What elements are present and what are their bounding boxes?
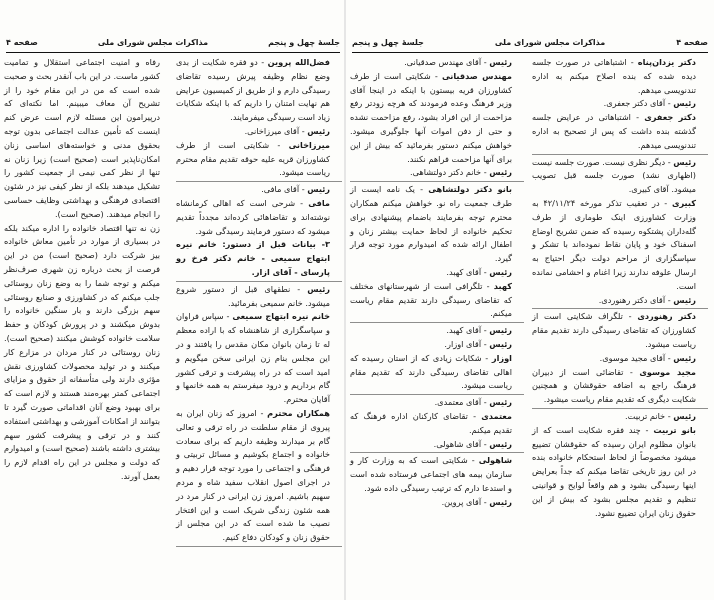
- scan-line: [350, 322, 524, 323]
- speaker-name: دکتر جعفری: [644, 112, 697, 123]
- speech-text: - یک نامه ایست از طرف جمعیت راه نو. خواهش میکنم همکاران محترم توجه بفرمایند باضمام پیشنهادی برای تحکیم خانواده از لحاظ حمایت بیشتر زنان و اطفال ارائه شده که امیدوارم مورد توجه قرار گیرد.: [350, 184, 512, 264]
- header-page-number: صفحه ۴: [6, 38, 38, 47]
- speech-paragraph: [532, 424, 708, 521]
- scan-line: [176, 546, 342, 547]
- speech-paragraph: [532, 156, 708, 197]
- agenda-item: [176, 238, 342, 279]
- speech-text: - آقای مجید موسوی.: [599, 352, 674, 363]
- speech-paragraph: [350, 70, 524, 167]
- speech-text: - آقای دکتر رهنوردی.: [598, 294, 674, 305]
- speaker-name: رئیس: [307, 184, 330, 195]
- speech-text: رفاه و امنیت اجتماعی استقلال و تمامیت کشور ماست. در این باب آنقدر بحث و صحبت شده است که من در این مقام خود را از تشریح آن معاف میبینم. اما نکته‌ای که درپیرامون این مسئله لازم است عرض کنم اینست که تأمین عدالت اجتماعی بدون توجه بحقوق مدنی و خواسته‌های اساسی زنان امکان‌ناپذیر است (صحیح است) زیرا زنان نه تنها از نظر کمی نیمی از جمعیت کشور را تشکیل میدهند بلکه از نظر کیفی نیز در شئون اقتصادی فرهنگی و بهداشتی وظایف حساسی را انجام میدهند. (صحیح است).: [4, 57, 160, 219]
- speech-text: زن نه تنها اقتصاد خانواده را اداره میکند بلکه در بسیاری از موارد در تأمین معاش خانواده بیز شرکت دارد (صحیح است) من در این فرصت از بحث درباره زن شهری صرف‌نظر میکنم و توجه شما را به وضع زنان روستائی جلب میکنم که در کشاورزی و صنایع روستائی سهم بزرگی دارند و بار سنگین خانواده را بدوش میکشند و در پرورش کودکان و حفظ سلامت خانواده کوشش میکنند (صحیح است). زنان روستائی در کنار مردان در مزارع کار میکنند و در تولید محصولات کشاورزی نقش مؤثری دارند ولی متأسفانه از حقوق و مزایای اجتماعی کمتر بهره‌مند هستند و لازم است که برای بهبود وضع آنان اقداماتی صورت گیرد تا بتوانند از امکانات آموزشی و بهداشتی استفاده کنند و در ترقی و پیشرفت کشور سهم بیشتری داشته باشند (صحیح است) و امیدوارم که دولت و مجلس در این راه اقدام لازم را بعمل آورند.: [4, 222, 160, 481]
- scan-line: [532, 408, 708, 409]
- speech-text: - آقای میرزاخانی.: [244, 125, 308, 136]
- header-page-number: صفحه ۴: [676, 38, 708, 47]
- speech-paragraph: [350, 266, 524, 280]
- speech-text: - اشتباهاتی در عرایض جلسه گذشته بنده داشت که پس از تصحیح به اداره تندنویسی میدهم.: [532, 112, 696, 150]
- speaker-name: رئیس: [489, 325, 512, 336]
- speech-paragraph: [176, 407, 342, 545]
- speech-paragraph: [350, 183, 524, 266]
- speaker-name: بانو دکتر دولتشاهی: [428, 184, 512, 195]
- column-left: [4, 56, 172, 484]
- speech-paragraph: [350, 496, 524, 510]
- column-right: [532, 56, 708, 520]
- speech-paragraph: [532, 366, 708, 407]
- speaker-name: رئیس: [489, 397, 512, 408]
- speaker-name: خانم نیره ابتهاج سمیعی: [232, 311, 330, 322]
- scan-line: [176, 181, 342, 182]
- speaker-name: دکتر رهنوردی: [637, 311, 696, 322]
- speech-paragraph: [176, 56, 342, 125]
- speech-text: - دیگر نظری نیست. صورت جلسه نیست (اظهاری نشد) صورت جلسه قبل تصویب میشود. آقای کبیری.: [532, 156, 696, 195]
- speech-text: - در تعقیب تذکر مورخه ۴۲/۱۱/۲۴ به وزارت کشاورزی اینک طوماری از طرف گله‌داران پشتکوه رسیده که ضمن تشریح اوضاع اسفناک خود و پایان نقاط نموده‌اند با تشکر و سپاسگزاری از مراحم دولت دیگر احتیاج به ارسال علوفه ندارند زیرا اغنام و احشامی نمانده است.: [532, 197, 696, 291]
- speaker-name: کهبد: [493, 280, 512, 291]
- speech-text: - آقای مافی.: [261, 184, 308, 195]
- speech-text: - شکایتی است از طرف کشاورزان قریه بیستون با اینکه در اینجا آقای وزیر فرهنگ وعده فرمودند که هرچه زودتر رفع مزاحمت از این افراد بشود، رفع مزاحمت نشده و حتی از دفن اموات آنها جلوگیری میشود. خواهش میکنم دستور بفرمائید که بیش از این برای آنها مزاحمت فراهم نکنند.: [350, 70, 512, 164]
- speech-text: - شکایتی است که به وزارت کار و سازمان بیمه های اجتماعی فرستاده شده است و استدعا دارم که ترتیب رسیدگی داده شود.: [350, 455, 512, 493]
- scan-line: [532, 308, 708, 309]
- speech-paragraph: [350, 396, 524, 410]
- speech-paragraph: [176, 139, 342, 180]
- speech-paragraph: [350, 324, 524, 338]
- speaker-name: رئیس: [489, 438, 512, 449]
- speech-text: - آقای پروین.: [441, 496, 490, 507]
- page-fold-divider: [344, 0, 346, 600]
- page-header: [352, 38, 708, 53]
- speech-text: - تلگراف شکایتی است از کشاورزان که تقاضای رسیدگی دارند تقدیم مقام ریاست میشود.: [532, 311, 696, 349]
- speech-paragraph: [4, 56, 172, 222]
- speaker-name: مهندس صدقیانی: [442, 70, 512, 81]
- speech-text: - تقاضائی است از دبیران فرهنگ راجع به اضافه حقوقشان و همچنین شکایت دیگری که تقدیم مقام ریاست میشود.: [532, 366, 696, 405]
- speech-text: - آقای اوزار.: [444, 338, 490, 349]
- page-header: [6, 38, 340, 53]
- speech-text: - تقاضای کارکنان اداره فرهنگ که تقدیم میکنم.: [350, 410, 512, 435]
- speech-paragraph: [176, 283, 342, 311]
- speech-paragraph: [350, 410, 524, 438]
- speech-paragraph: [176, 197, 342, 238]
- speech-paragraph: [532, 56, 708, 97]
- speaker-name: معتمدی: [481, 410, 512, 421]
- speaker-name: کبیری: [671, 197, 696, 208]
- speaker-name: رئیس: [673, 294, 696, 305]
- speaker-name: رئیس: [673, 410, 696, 421]
- speech-paragraph: [532, 197, 708, 294]
- speech-paragraph: [176, 183, 342, 197]
- speech-text: - چند فقره شکایت است که از بانوان مظلوم ایران رسیده که حقوقشان تضییع میشود مخصوصاً از لحاظ استحکام خانواده بنده در این روز تاریخی تقاضا میکنم که جداً بعرایض اینها رسیدگی بشود و هم واقعاً لوایح و قوانینی تنظیم و تقدیم مجلس بشود که بیش از این حقوق زنان ایران تضییع نشود.: [532, 424, 696, 518]
- speaker-name: رئیس: [673, 156, 696, 167]
- speaker-name: فضل‌الله پروین: [267, 57, 330, 67]
- speaker-name: همکاران محترم: [267, 407, 330, 418]
- scan-line: [350, 181, 524, 182]
- header-session: جلسهٔ چهل و پنجم: [268, 38, 340, 47]
- header-session: جلسهٔ چهل و پنجم: [352, 38, 424, 47]
- agenda-item-title: ۳- بیانات قبل از دستور: خانم نیره ابتهاج سمیعی - خانم دکتر فرخ رو پارسای - آقای ازار.: [176, 239, 330, 277]
- speech-text: - شکایات زیادی که از استان رسیده که اهالی تقاضای رسیدگی دارند که تقدیم مقام ریاست میشود.: [350, 352, 512, 391]
- speaker-name: رئیس: [489, 338, 512, 349]
- speech-paragraph: [532, 111, 708, 152]
- speech-text: - آقای کهبد.: [446, 325, 490, 336]
- speaker-name: رئیس: [489, 57, 512, 67]
- speaker-name: رئیس: [307, 283, 330, 294]
- speech-paragraph: [176, 125, 342, 139]
- speech-text: - تلگرافی است از شهرستانهای مختلف که تقاضای رسیدگی دارند تقدیم مقام ریاست میکنم.: [350, 280, 512, 319]
- speech-paragraph: [350, 438, 524, 452]
- speech-paragraph: [350, 280, 524, 321]
- speaker-name: شاهولی: [478, 455, 512, 466]
- speaker-name: مافی: [308, 197, 330, 208]
- speech-text: - نطقهای قبل از دستور شروع میشود. خانم سمیعی بفرمائید.: [176, 283, 330, 308]
- speaker-name: رئیس: [673, 352, 696, 363]
- speech-text: - آقای معتمدی.: [434, 397, 490, 408]
- column-right: [176, 56, 342, 548]
- scan-line: [532, 154, 708, 155]
- speech-text: - آقای دکتر جعفری.: [603, 98, 674, 109]
- speech-paragraph: [532, 410, 708, 424]
- speech-paragraph: [350, 338, 524, 352]
- speech-text: - خانم دکتر دولتشاهی.: [409, 167, 490, 178]
- speech-paragraph: [532, 310, 708, 351]
- speech-text: - دو فقره شکایت از بدی وضع نظام وظیفه پیرش رسیده تقاضای رسیدگی دارم و از طریق از کمیسیون عرایض هم نهایت امتنان را داریم که با اینکه شکایات زیاد است رسیدگی میفرمایند.: [176, 57, 330, 123]
- speaker-name: رئیس: [489, 266, 512, 277]
- speech-paragraph: [350, 56, 524, 70]
- speech-text: - امروز که زنان ایران به پیروی از مقام سلطنت در راه ترقی و تعالی گام بر میدارند وظیفه داریم که برای سعادت خانواده و اجتماع بکوشیم و مسائل تربیتی و فرهنگی و اجتماعی را مورد توجه قرار دهیم و در اجرای اصول انقلاب سفید شاه و مردم سهیم باشیم. امروز زن ایرانی در کنار مرد در همه شئون زندگی شریک است و این افتخار نصیب ما شده است که در این مجلس از حقوق زنان و کودکان دفاع کنیم.: [176, 407, 330, 543]
- speaker-name: اوزار: [491, 352, 512, 363]
- speech-text: - خانم تربیت.: [625, 410, 674, 421]
- speech-paragraph: [350, 166, 524, 180]
- speaker-name: رئیس: [673, 98, 696, 109]
- speech-paragraph: [350, 454, 524, 495]
- speech-paragraph: [532, 97, 708, 111]
- speech-text: - شکایتی است از طرف کشاورزان قریه علیه حوقه تقدیم مقام محترم ریاست میشود.: [176, 139, 330, 178]
- speaker-name: بانو تربیت: [653, 424, 696, 435]
- speech-text: - اشتباهاتی در صورت جلسه دیده شده که بنده اصلاح میکنم به اداره تندنویسی میدهم.: [532, 57, 696, 95]
- speech-paragraph: [532, 352, 708, 366]
- header-title: مذاکرات مجلس شورای ملی: [97, 38, 209, 47]
- scan-line: [350, 452, 524, 453]
- speaker-name: مجید موسوی: [639, 366, 696, 377]
- speaker-name: رئیس: [489, 496, 512, 507]
- column-left: [350, 56, 524, 510]
- speaker-name: دکتر یزدان‌پناه: [637, 57, 696, 67]
- speech-text: - شرحی است که اهالی کرمانشاه نوشته‌اند و تقاضاهائی کرده‌اند مجدداً تقدیم میشود که دستور فرمایند رسیدگی شود.: [176, 197, 330, 236]
- header-title: مذاکرات مجلس شورای ملی: [494, 38, 606, 47]
- speech-paragraph: [4, 222, 172, 484]
- speaker-name: میرزاخانی: [288, 139, 330, 150]
- speech-text: - آقای کهبد.: [446, 266, 490, 277]
- speaker-name: رئیس: [489, 167, 512, 178]
- speech-text: - سپاس فراوان و سپاسگزاری از شاهنشاه که با اراده معظم له تا زمان بانوان مکان مقدس را یافتند و در این مجلس بنام زن ایرانی سخن میگویم و امید است که در راه پیشرفت و ترقی کشور گام برداریم و درود میفرستم به همه خانمها و آقایان محترم.: [176, 311, 330, 405]
- speaker-name: رئیس: [307, 125, 330, 136]
- speech-text: - آقای شاهولی.: [433, 438, 490, 449]
- scan-line: [176, 281, 342, 282]
- speech-text: - آقای مهندس صدقیانی.: [404, 57, 490, 67]
- scan-line: [350, 394, 524, 395]
- speech-paragraph: [176, 310, 342, 407]
- speech-paragraph: [350, 352, 524, 393]
- speech-paragraph: [532, 294, 708, 308]
